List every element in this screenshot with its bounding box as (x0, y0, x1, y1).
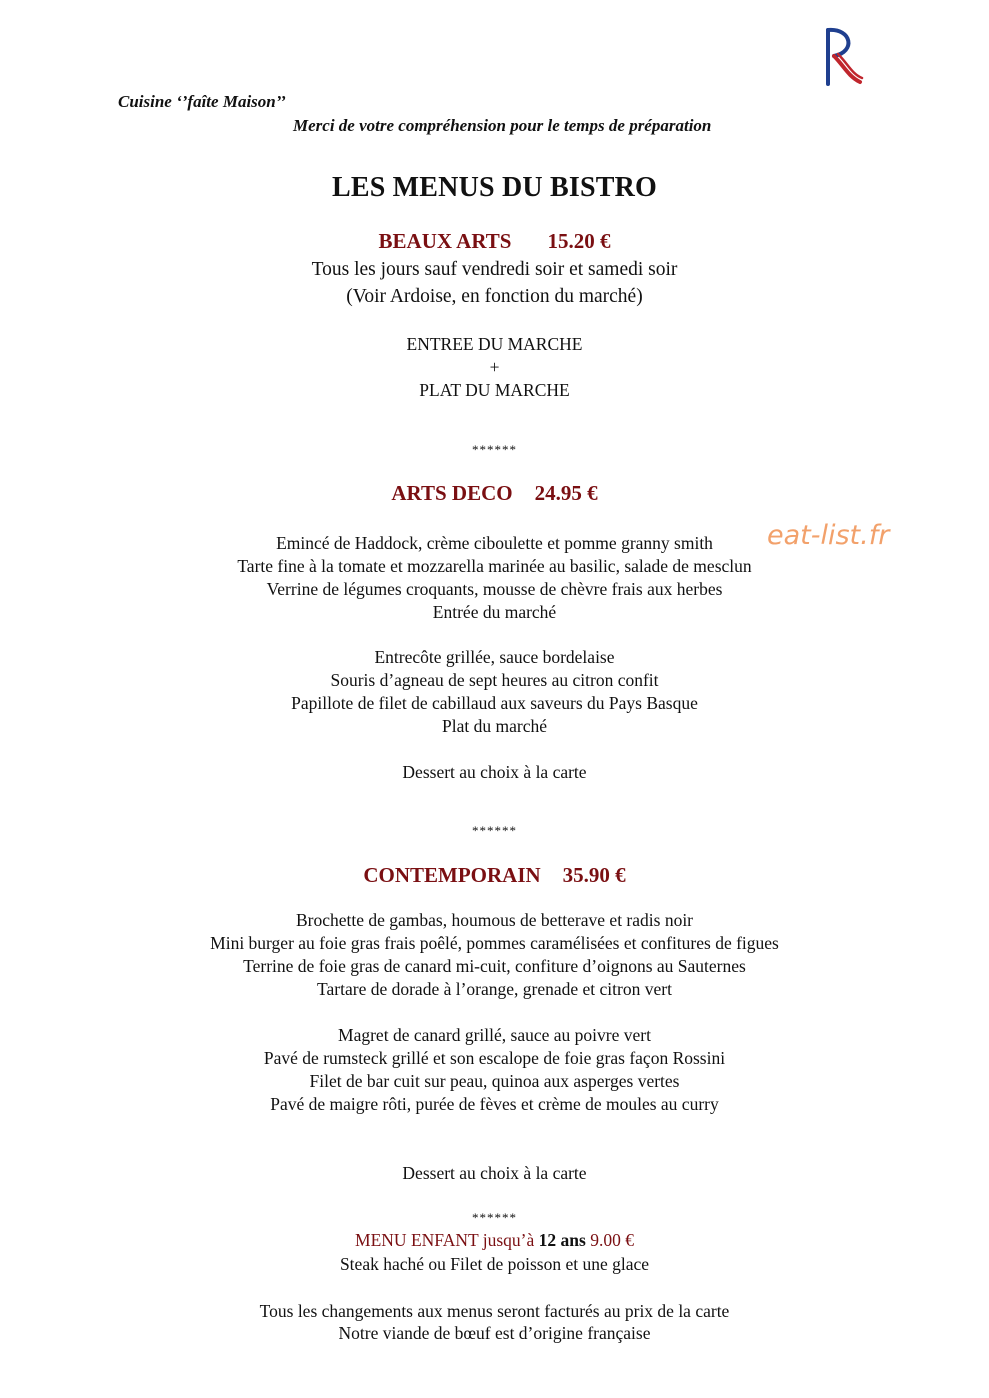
menu-price: 24.95 € (534, 481, 598, 505)
separator: ****** (472, 1210, 517, 1225)
kids-menu-label: MENU ENFANT jusqu’à (355, 1230, 535, 1250)
page-title: LES MENUS DU BISTRO (331, 172, 658, 203)
footer-note: Notre viande de bœuf est d’origine française (338, 1323, 651, 1343)
list-item: Brochette de gambas, houmous de betterave et radis noir (295, 910, 694, 930)
menu-heading-arts-deco (0, 481, 989, 506)
list-item: Tartare de dorade à l’orange, grenade et citron vert (317, 979, 672, 999)
list-item: Tarte fine à la tomate et mozzarella marinée au basilic, salade de mesclun (237, 556, 752, 576)
list-item: Pavé de maigre rôti, purée de fèves et crème de moules au curry (270, 1094, 719, 1114)
cuisine-note: Cuisine ‘’faîte Maison’’ (118, 92, 286, 111)
menu-heading-contemporain (0, 863, 989, 888)
menu-heading-beaux-arts (0, 229, 989, 254)
menu-subtitle: (Voir Ardoise, en fonction du marché) (346, 286, 643, 307)
menu-subtitle: Tous les jours sauf vendredi soir et samedi soir (311, 259, 678, 280)
kids-menu-description: Steak haché ou Filet de poisson et une glace (339, 1254, 650, 1274)
menu-name: ARTS DECO (391, 481, 513, 505)
menu-price: 35.90 € (562, 863, 626, 887)
list-item: Papillote de filet de cabillaud aux saveurs du Pays Basque (291, 693, 698, 713)
list-item: Mini burger au foie gras frais poêlé, pommes caramélisées et confitures de figues (210, 933, 779, 953)
menu-line: + (489, 357, 500, 377)
dessert-line: Dessert au choix à la carte (402, 762, 587, 782)
list-item: Entrée du marché (432, 602, 557, 622)
menu-name: BEAUX ARTS (378, 229, 512, 253)
list-item: Terrine de foie gras de canard mi-cuit, confiture d’oignons au Sauternes (243, 956, 746, 976)
list-item: Souris d’agneau de sept heures au citron confit (330, 670, 659, 690)
dessert-line: Dessert au choix à la carte (402, 1163, 587, 1183)
kids-menu-age: 12 ans (538, 1230, 586, 1250)
kids-menu-heading (0, 1230, 989, 1251)
separator: ****** (472, 823, 517, 838)
kids-menu-price: 9.00 € (590, 1230, 634, 1250)
menu-name: CONTEMPORAIN (363, 863, 541, 887)
restaurant-logo-icon (818, 22, 868, 92)
separator: ****** (472, 442, 517, 457)
list-item: Verrine de légumes croquants, mousse de chèvre frais aux herbes (266, 579, 723, 599)
list-item: Emincé de Haddock, crème ciboulette et pomme granny smith (276, 533, 713, 553)
menu-line: ENTREE DU MARCHE (406, 334, 583, 354)
list-item: Entrecôte grillée, sauce bordelaise (374, 647, 615, 667)
menu-line: PLAT DU MARCHE (419, 380, 570, 400)
thanks-note: Merci de votre compréhension pour le temps de préparation (293, 116, 712, 135)
list-item: Pavé de rumsteck grillé et son escalope de foie gras façon Rossini (263, 1048, 726, 1068)
list-item: Plat du marché (442, 716, 547, 736)
watermark-text: eat-list.fr (767, 520, 890, 551)
footer-note: Tous les changements aux menus seront facturés au prix de la carte (259, 1301, 730, 1321)
list-item: Filet de bar cuit sur peau, quinoa aux asperges vertes (309, 1071, 680, 1091)
menu-price: 15.20 € (547, 229, 611, 253)
list-item: Magret de canard grillé, sauce au poivre vert (338, 1025, 651, 1045)
